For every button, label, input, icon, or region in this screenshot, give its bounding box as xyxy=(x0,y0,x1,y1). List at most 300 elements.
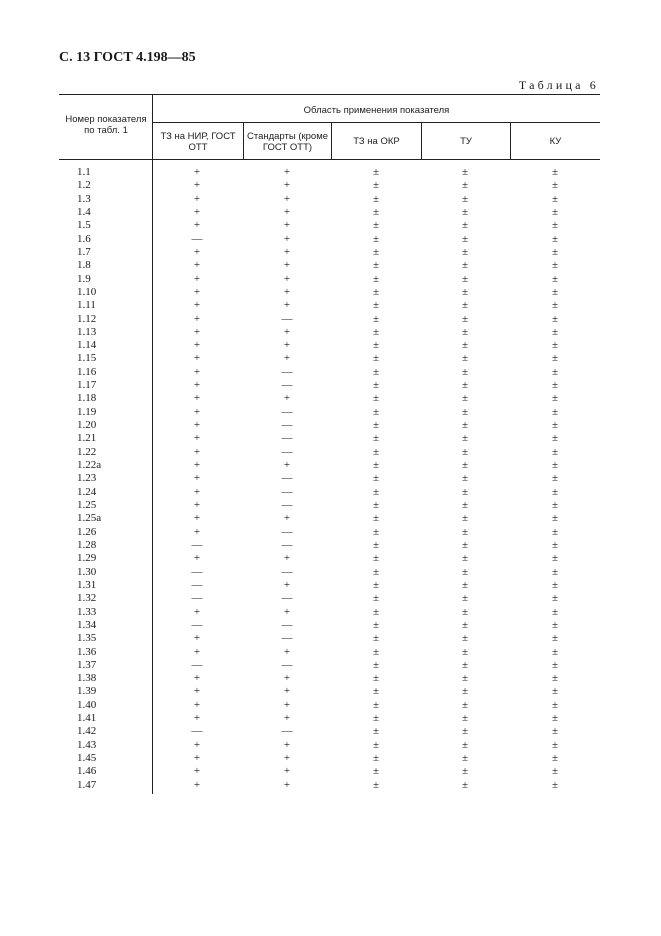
indicator-number-cell: 1.41 xyxy=(77,712,97,725)
applicability-mark-cell: — xyxy=(281,525,293,538)
indicator-number-cell: 1.24 xyxy=(77,485,97,498)
applicability-mark-cell: — xyxy=(281,618,293,631)
applicability-mark-cell: + xyxy=(283,205,291,218)
applicability-mark-cell: ± xyxy=(372,592,380,605)
applicability-mark-cell: + xyxy=(283,219,291,232)
applicability-mark-cell: ± xyxy=(551,658,559,671)
applicability-mark-cell: ± xyxy=(551,405,559,418)
indicator-number-cell: 1.38 xyxy=(77,672,97,685)
applicability-mark-cell: + xyxy=(283,285,291,298)
applicability-mark-cell: — xyxy=(281,592,293,605)
applicability-mark-cell: ± xyxy=(551,352,559,365)
table-row xyxy=(59,739,600,752)
applicability-mark-cell: + xyxy=(193,272,201,285)
table-row xyxy=(59,632,600,645)
applicability-mark-cell: ± xyxy=(372,392,380,405)
applicability-mark-cell: ± xyxy=(551,685,559,698)
indicator-number-cell: 1.5 xyxy=(77,219,91,232)
applicability-mark-cell: ± xyxy=(551,205,559,218)
applicability-mark-cell: ± xyxy=(551,339,559,352)
table-row xyxy=(59,379,600,392)
indicator-number-cell: 1.43 xyxy=(77,738,97,751)
applicability-mark-cell: ± xyxy=(461,485,469,498)
applicability-mark-cell: + xyxy=(193,339,201,352)
applicability-mark-cell: ± xyxy=(461,232,469,245)
table-row xyxy=(59,166,600,179)
applicability-mark-cell: ± xyxy=(461,578,469,591)
table-row xyxy=(59,552,600,565)
applicability-mark-cell: ± xyxy=(551,752,559,765)
applicability-mark-cell: ± xyxy=(551,299,559,312)
applicability-mark-cell: ± xyxy=(551,525,559,538)
page-header: С. 13 ГОСТ 4.198—85 xyxy=(59,50,196,65)
applicability-mark-cell: ± xyxy=(461,352,469,365)
table-row xyxy=(59,419,600,432)
table-row xyxy=(59,699,600,712)
applicability-mark-cell: + xyxy=(283,738,291,751)
indicator-number-cell: 1.3 xyxy=(77,192,91,205)
table-row xyxy=(59,219,600,232)
applicability-mark-cell: ± xyxy=(372,259,380,272)
indicator-number-cell: 1.32 xyxy=(77,592,97,605)
table-row xyxy=(59,579,600,592)
table-row xyxy=(59,499,600,512)
applicability-mark-cell: + xyxy=(193,525,201,538)
applicability-mark-cell: + xyxy=(193,765,201,778)
applicability-mark-cell: ± xyxy=(372,725,380,738)
applicability-mark-cell: — xyxy=(281,632,293,645)
applicability-mark-cell: ± xyxy=(461,419,469,432)
applicability-mark-cell: ± xyxy=(461,538,469,551)
table-row xyxy=(59,286,600,299)
applicability-mark-cell: ± xyxy=(372,499,380,511)
applicability-mark-cell: + xyxy=(283,299,291,312)
applicability-mark-cell: ± xyxy=(551,259,559,272)
applicability-mark-cell: + xyxy=(193,512,201,525)
applicability-mark-cell: ± xyxy=(461,765,469,778)
applicability-mark-cell: ± xyxy=(372,232,380,245)
table-row xyxy=(59,179,600,192)
applicability-mark-cell: + xyxy=(193,419,201,432)
table-row xyxy=(59,339,600,352)
applicability-mark-cell: + xyxy=(283,272,291,285)
applicability-mark-cell: ± xyxy=(551,499,559,511)
applicability-mark-cell: + xyxy=(193,778,201,791)
applicability-mark-cell: ± xyxy=(551,592,559,605)
applicability-mark-cell: + xyxy=(193,645,201,658)
applicability-mark-cell: + xyxy=(193,752,201,765)
applicability-mark-cell: ± xyxy=(372,445,380,458)
applicability-mark-cell: — xyxy=(191,592,203,605)
applicability-mark-cell: + xyxy=(193,192,201,205)
applicability-mark-cell: ± xyxy=(551,325,559,338)
applicability-mark-cell: ± xyxy=(372,245,380,258)
applicability-mark-cell: ± xyxy=(372,205,380,218)
table-row xyxy=(59,486,600,499)
applicability-mark-cell: ± xyxy=(372,312,380,325)
indicator-number-cell: 1.6 xyxy=(77,232,91,245)
indicator-number-cell: 1.35 xyxy=(77,632,97,645)
applicability-mark-cell: + xyxy=(193,499,201,511)
applicability-mark-cell: ± xyxy=(551,645,559,658)
table-row xyxy=(59,392,600,405)
applicability-mark-cell: ± xyxy=(551,512,559,525)
applicability-mark-cell: + xyxy=(193,432,201,445)
applicability-mark-cell: ± xyxy=(551,778,559,791)
applicability-mark-cell: + xyxy=(193,352,201,365)
indicator-number-cell: 1.25 xyxy=(77,499,97,511)
applicability-mark-cell: ± xyxy=(372,419,380,432)
applicability-mark-cell: ± xyxy=(551,179,559,192)
applicability-mark-cell: ± xyxy=(551,272,559,285)
applicability-mark-cell: + xyxy=(193,312,201,325)
applicability-mark-cell: ± xyxy=(372,552,380,565)
applicability-mark-cell: ± xyxy=(461,166,469,178)
table-row xyxy=(59,193,600,206)
applicability-mark-cell: ± xyxy=(461,259,469,272)
table-row xyxy=(59,406,600,419)
table-row xyxy=(59,592,600,605)
applicability-mark-cell: — xyxy=(281,419,293,432)
applicability-mark-cell: ± xyxy=(461,379,469,392)
applicability-mark-cell: — xyxy=(281,538,293,551)
indicator-number-cell: 1.13 xyxy=(77,325,97,338)
applicability-mark-cell: — xyxy=(281,499,293,511)
applicability-mark-cell: + xyxy=(283,512,291,525)
applicability-mark-cell: + xyxy=(193,685,201,698)
applicability-mark-cell: + xyxy=(193,392,201,405)
applicability-mark-cell: ± xyxy=(372,578,380,591)
applicability-mark-cell: ± xyxy=(372,459,380,472)
applicability-mark-cell: ± xyxy=(461,219,469,232)
applicability-mark-cell: + xyxy=(283,192,291,205)
table-row xyxy=(59,472,600,485)
table-row xyxy=(59,299,600,312)
applicability-mark-cell: ± xyxy=(461,658,469,671)
applicability-mark-cell: + xyxy=(283,752,291,765)
table-row xyxy=(59,685,600,698)
table-row xyxy=(59,712,600,725)
applicability-mark-cell: + xyxy=(193,285,201,298)
table-row xyxy=(59,566,600,579)
indicator-number-cell: 1.22 xyxy=(77,445,97,458)
applicability-mark-cell: ± xyxy=(551,392,559,405)
table-row xyxy=(59,432,600,445)
applicability-mark-cell: + xyxy=(193,259,201,272)
applicability-mark-cell: ± xyxy=(461,365,469,378)
applicability-mark-cell: ± xyxy=(551,312,559,325)
indicator-number-cell: 1.4 xyxy=(77,205,91,218)
applicability-mark-cell: + xyxy=(283,232,291,245)
table-row xyxy=(59,273,600,286)
applicability-mark-cell: ± xyxy=(372,339,380,352)
applicability-mark-cell: ± xyxy=(551,459,559,472)
indicator-number-cell: 1.30 xyxy=(77,565,97,578)
applicability-mark-cell: ± xyxy=(551,698,559,711)
applicability-mark-cell: ± xyxy=(461,445,469,458)
applicability-mark-cell: — xyxy=(281,565,293,578)
applicability-mark-cell: + xyxy=(283,645,291,658)
applicability-mark-cell: ± xyxy=(551,712,559,725)
applicability-mark-cell: ± xyxy=(372,632,380,645)
applicability-mark-cell: ± xyxy=(461,512,469,525)
applicability-mark-cell: ± xyxy=(461,725,469,738)
applicability-mark-cell: ± xyxy=(372,672,380,685)
applicability-mark-cell: + xyxy=(283,685,291,698)
indicator-number-cell: 1.29 xyxy=(77,552,97,565)
applicability-mark-cell: ± xyxy=(551,166,559,178)
indicator-number-cell: 1.39 xyxy=(77,685,97,698)
applicability-mark-cell: — xyxy=(281,379,293,392)
applicability-mark-cell: ± xyxy=(372,752,380,765)
applicability-mark-cell: + xyxy=(283,245,291,258)
indicator-number-cell: 1.28 xyxy=(77,538,97,551)
table-row xyxy=(59,752,600,765)
applicability-mark-cell: + xyxy=(193,552,201,565)
applicability-mark-cell: + xyxy=(283,552,291,565)
applicability-mark-cell: — xyxy=(281,405,293,418)
applicability-mark-cell: ± xyxy=(551,192,559,205)
applicability-mark-cell: ± xyxy=(372,285,380,298)
indicator-number-cell: 1.33 xyxy=(77,605,97,618)
applicability-mark-cell: ± xyxy=(551,419,559,432)
applicability-mark-cell: + xyxy=(193,219,201,232)
applicability-mark-cell: + xyxy=(283,672,291,685)
applicability-mark-cell: ± xyxy=(551,552,559,565)
applicability-mark-cell: — xyxy=(191,618,203,631)
applicability-mark-cell: — xyxy=(281,365,293,378)
applicability-mark-cell: ± xyxy=(372,179,380,192)
header-indicator-number: Номер показателя по табл. 1 xyxy=(65,114,147,136)
applicability-mark-cell: + xyxy=(193,605,201,618)
applicability-mark-cell: + xyxy=(283,392,291,405)
indicator-number-cell: 1.42 xyxy=(77,725,97,738)
applicability-mark-cell: + xyxy=(193,405,201,418)
applicability-mark-cell: ± xyxy=(461,552,469,565)
table-row xyxy=(59,313,600,326)
applicability-mark-cell: — xyxy=(281,472,293,485)
applicability-mark-cell: + xyxy=(193,245,201,258)
applicability-mark-cell: + xyxy=(283,765,291,778)
applicability-mark-cell: ± xyxy=(372,352,380,365)
table-row xyxy=(59,526,600,539)
table-row xyxy=(59,246,600,259)
applicability-mark-cell: — xyxy=(281,445,293,458)
applicability-mark-cell: + xyxy=(283,352,291,365)
indicator-number-cell: 1.17 xyxy=(77,379,97,392)
applicability-mark-cell: + xyxy=(193,365,201,378)
applicability-mark-cell: ± xyxy=(461,499,469,511)
applicability-mark-cell: ± xyxy=(461,192,469,205)
applicability-mark-cell: — xyxy=(281,658,293,671)
applicability-mark-cell: ± xyxy=(461,712,469,725)
applicability-mark-cell: ± xyxy=(372,432,380,445)
table-row xyxy=(59,539,600,552)
applicability-mark-cell: ± xyxy=(461,565,469,578)
applicability-mark-cell: ± xyxy=(461,525,469,538)
applicability-mark-cell: ± xyxy=(551,472,559,485)
applicability-mark-cell: + xyxy=(193,379,201,392)
applicability-mark-cell: ± xyxy=(461,285,469,298)
indicator-number-cell: 1.25а xyxy=(77,512,102,525)
table-row xyxy=(59,672,600,685)
table-row xyxy=(59,619,600,632)
applicability-mark-cell: ± xyxy=(551,285,559,298)
applicability-mark-cell: ± xyxy=(461,432,469,445)
applicability-mark-cell: ± xyxy=(461,392,469,405)
applicability-mark-cell: + xyxy=(283,166,291,178)
applicability-mark-cell: ± xyxy=(461,179,469,192)
header-col-tu: ТУ xyxy=(460,136,472,147)
indicator-number-cell: 1.1 xyxy=(77,166,91,178)
applicability-mark-cell: — xyxy=(191,725,203,738)
applicability-mark-cell: ± xyxy=(461,472,469,485)
indicator-number-cell: 1.8 xyxy=(77,259,91,272)
applicability-mark-cell: ± xyxy=(461,632,469,645)
applicability-mark-cell: ± xyxy=(551,219,559,232)
applicability-mark-cell: + xyxy=(283,712,291,725)
applicability-mark-cell: + xyxy=(193,299,201,312)
applicability-mark-cell: ± xyxy=(372,379,380,392)
applicability-mark-cell: — xyxy=(281,725,293,738)
applicability-mark-cell: — xyxy=(281,312,293,325)
applicability-mark-cell: ± xyxy=(551,379,559,392)
indicator-number-cell: 1.34 xyxy=(77,618,97,631)
applicability-mark-cell: + xyxy=(193,712,201,725)
applicability-mark-cell: ± xyxy=(372,299,380,312)
applicability-mark-cell: + xyxy=(283,339,291,352)
applicability-mark-cell: — xyxy=(191,232,203,245)
applicability-mark-cell: ± xyxy=(461,325,469,338)
header-col-tz-nir: ТЗ на НИР, ГОСТ ОТТ xyxy=(160,131,236,153)
applicability-mark-cell: ± xyxy=(372,365,380,378)
indicator-number-cell: 1.26 xyxy=(77,525,97,538)
applicability-mark-cell: — xyxy=(191,565,203,578)
indicator-number-cell: 1.45 xyxy=(77,752,97,765)
indicator-number-cell: 1.16 xyxy=(77,365,97,378)
applicability-mark-cell: ± xyxy=(461,645,469,658)
applicability-mark-cell: ± xyxy=(551,738,559,751)
applicability-mark-cell: ± xyxy=(551,538,559,551)
applicability-mark-cell: ± xyxy=(372,765,380,778)
indicator-number-cell: 1.15 xyxy=(77,352,97,365)
applicability-mark-cell: + xyxy=(193,179,201,192)
applicability-mark-cell: ± xyxy=(551,765,559,778)
applicability-mark-cell: + xyxy=(283,179,291,192)
applicability-mark-cell: ± xyxy=(551,725,559,738)
applicability-mark-cell: + xyxy=(193,698,201,711)
applicability-mark-cell: — xyxy=(191,538,203,551)
applicability-mark-cell: + xyxy=(283,778,291,791)
applicability-mark-cell: ± xyxy=(461,672,469,685)
applicability-mark-cell: ± xyxy=(461,738,469,751)
applicability-mark-cell: ± xyxy=(551,618,559,631)
applicability-mark-cell: + xyxy=(193,166,201,178)
applicability-mark-cell: ± xyxy=(551,232,559,245)
table-row xyxy=(59,352,600,365)
header-col-tz-okr: ТЗ на ОКР xyxy=(353,136,400,147)
applicability-mark-cell: ± xyxy=(551,632,559,645)
indicator-number-cell: 1.36 xyxy=(77,645,97,658)
applicability-mark-cell: ± xyxy=(372,538,380,551)
header-col-standards: Стандарты (кроме ГОСТ ОТТ) xyxy=(246,131,329,153)
table-row xyxy=(59,459,600,472)
indicator-number-cell: 1.40 xyxy=(77,698,97,711)
table-row xyxy=(59,206,600,219)
applicability-mark-cell: ± xyxy=(461,299,469,312)
indicator-number-cell: 1.31 xyxy=(77,578,97,591)
table-row xyxy=(59,725,600,738)
table-row xyxy=(59,646,600,659)
applicability-mark-cell: ± xyxy=(461,778,469,791)
applicability-mark-cell: — xyxy=(281,485,293,498)
indicator-number-cell: 1.37 xyxy=(77,658,97,671)
applicability-mark-cell: — xyxy=(281,432,293,445)
indicator-number-cell: 1.12 xyxy=(77,312,97,325)
applicability-mark-cell: ± xyxy=(461,685,469,698)
applicability-mark-cell: ± xyxy=(551,365,559,378)
header-application-area: Область применения показателя xyxy=(303,105,450,116)
applicability-mark-cell: ± xyxy=(372,405,380,418)
applicability-mark-cell: ± xyxy=(372,325,380,338)
indicator-number-cell: 1.10 xyxy=(77,285,97,298)
applicability-mark-cell: + xyxy=(283,259,291,272)
applicability-mark-cell: — xyxy=(191,578,203,591)
applicability-mark-cell: + xyxy=(193,672,201,685)
applicability-mark-cell: + xyxy=(283,578,291,591)
indicator-number-cell: 1.20 xyxy=(77,419,97,432)
applicability-mark-cell: ± xyxy=(461,459,469,472)
applicability-mark-cell: ± xyxy=(372,272,380,285)
applicability-mark-cell: ± xyxy=(551,578,559,591)
header-col-ku: КУ xyxy=(549,136,562,147)
applicability-mark-cell: ± xyxy=(372,778,380,791)
header-bottom-rule xyxy=(59,159,600,160)
applicability-mark-cell: ± xyxy=(461,245,469,258)
applicability-mark-cell: + xyxy=(193,632,201,645)
applicability-mark-cell: ± xyxy=(461,592,469,605)
applicability-mark-cell: ± xyxy=(372,685,380,698)
applicability-mark-cell: ± xyxy=(551,565,559,578)
applicability-mark-cell: + xyxy=(283,605,291,618)
indicator-number-cell: 1.11 xyxy=(77,299,96,312)
applicability-mark-cell: + xyxy=(193,445,201,458)
indicator-number-cell: 1.21 xyxy=(77,432,97,445)
applicability-mark-cell: + xyxy=(193,205,201,218)
applicability-mark-cell: + xyxy=(193,459,201,472)
applicability-mark-cell: ± xyxy=(372,192,380,205)
applicability-mark-cell: ± xyxy=(551,485,559,498)
indicator-number-cell: 1.46 xyxy=(77,765,97,778)
applicability-mark-cell: ± xyxy=(461,405,469,418)
applicability-mark-cell: ± xyxy=(372,485,380,498)
applicability-mark-cell: ± xyxy=(461,205,469,218)
applicability-mark-cell: ± xyxy=(372,512,380,525)
applicability-mark-cell: + xyxy=(283,325,291,338)
table-row xyxy=(59,512,600,525)
applicability-mark-cell: ± xyxy=(372,658,380,671)
indicator-number-cell: 1.22а xyxy=(77,459,102,472)
applicability-mark-cell: + xyxy=(283,459,291,472)
table-row xyxy=(59,259,600,272)
table-row xyxy=(59,326,600,339)
applicability-mark-cell: ± xyxy=(461,272,469,285)
applicability-mark-cell: ± xyxy=(372,738,380,751)
applicability-mark-cell: + xyxy=(283,698,291,711)
indicator-number-cell: 1.18 xyxy=(77,392,97,405)
applicability-mark-cell: ± xyxy=(372,472,380,485)
applicability-mark-cell: + xyxy=(193,325,201,338)
